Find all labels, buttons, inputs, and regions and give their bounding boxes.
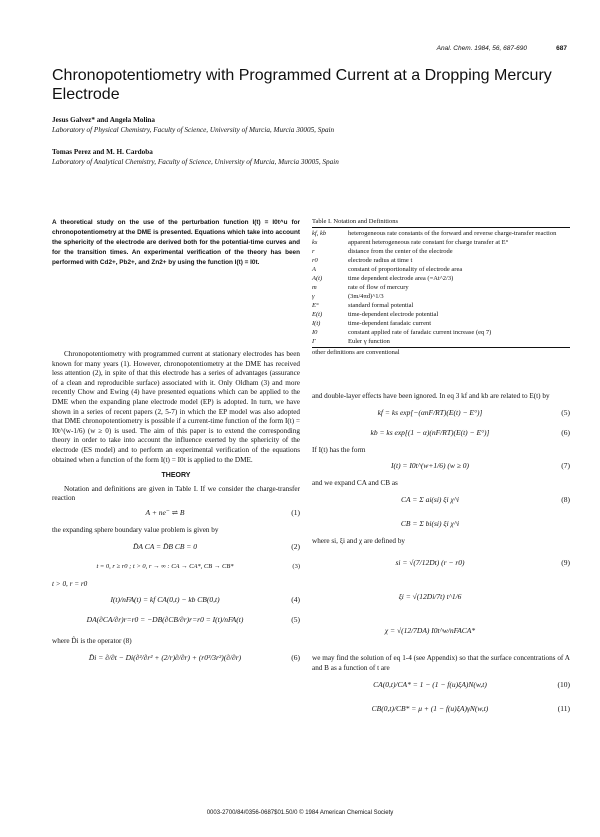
- table-row: [312, 292, 570, 301]
- equation-4: I(t)/nFA(t) = kf CA(0,t) − kb CB(0,t) (4): [110, 595, 300, 605]
- page-number: 687: [556, 45, 567, 52]
- table-definition: rate of flow of mercury: [348, 284, 409, 291]
- table-row: [312, 274, 570, 283]
- table-symbol: γ: [312, 293, 315, 300]
- author-block-2: [52, 147, 339, 167]
- table-row: [312, 301, 570, 310]
- table-symbol: A: [312, 266, 316, 273]
- abstract: A theoretical study on the use of the perturbation function I(t) = I0t^u for chronopotentiometry at the DME is presented. Equations which take into account the sphericity of the electrode are derived both for the potential-time curves and for the transition times. An experimental verification of the theory has been performed with Cd2+, Pb2+, and Zn2+ by using the function I(t) = I0t.: [52, 219, 300, 266]
- table-row: [312, 283, 570, 292]
- right-text-1: and double-layer effects have been ignored. In eq 3 kf and kb are related to E(t) by: [312, 392, 550, 400]
- equation-5b: kf = ks exp[−(αnF/RT)(E(t) − E°)] (5): [377, 407, 570, 417]
- equation-5: DA(∂CA/∂r)r=r0 = −DB(∂CB/∂r)r=r0 = I(t)/nFA(t) (5): [86, 615, 300, 625]
- equation-8b: CB = Σ bi(si) ξi χ^i: [400, 518, 460, 528]
- table-row: [312, 319, 570, 328]
- right-text-2: If I(t) has the form: [312, 445, 366, 454]
- table-caption: Table I. Notation and Definitions: [312, 217, 570, 228]
- author-names: Jesus Galvez* and Angela Molina: [52, 116, 156, 124]
- theory-paragraph: Notation and definitions are given in Table I. If we consider the charge-transfer reaction: [52, 484, 300, 503]
- table-definition: time dependent electrode area (=At^2/3): [348, 275, 454, 282]
- equation-7: I(t) = I0t^(w+1/6) (w ≥ 0) (7): [390, 461, 570, 471]
- bvp-text: the expanding sphere boundary value problem is given by: [52, 525, 219, 534]
- author-block-1: [52, 115, 334, 135]
- table-definition: time-dependent electrode potential: [348, 311, 439, 318]
- equation-6b: kb = ks exp[(1 − α)(nF/RT)(E(t) − E°)] (6): [370, 427, 570, 437]
- table-notation: [312, 217, 570, 357]
- table-symbol: m: [312, 284, 317, 291]
- table-symbol: I0: [312, 329, 318, 336]
- equation-2: D̂A CA = D̂B CB = 0 (2): [132, 541, 300, 551]
- author-names: Tomas Perez and M. H. Cardoba: [52, 148, 153, 156]
- left-column: [52, 350, 300, 671]
- table-row: [312, 328, 570, 337]
- author-affiliation: Laboratory of Physical Chemistry, Faculty of Science, University of Murcia, Murcia 30005, Spain: [52, 126, 335, 134]
- section-heading-theory: THEORY: [161, 472, 191, 480]
- table-definition: constant of proportionality of electrode area: [348, 266, 463, 273]
- equation-6: D̂i = ∂/∂t − Di(∂²/∂r² + (2/r)∂/∂r) + (r0³/3r²)(∂/∂r) (6): [88, 652, 300, 662]
- boundary-condition: t > 0, r = r0: [52, 579, 88, 588]
- table-row: [312, 310, 570, 319]
- operator-text: where D̂i is the operator (8): [52, 637, 132, 646]
- table-definition: distance from the center of the electrode: [348, 248, 453, 255]
- table-symbol: E(t): [312, 311, 323, 318]
- copyright-footer: 0003-2700/84/0356-0687$01.50/0 © 1984 American Chemical Society: [206, 810, 394, 816]
- table-definition: (3m/4πd)^1/3: [348, 293, 384, 300]
- journal-citation: Anal. Chem. 1984, 56, 687-690: [436, 45, 527, 52]
- equation-9b: ξi = √(12Di/7t) t^1/6: [398, 592, 462, 602]
- table-row: [312, 265, 570, 274]
- table-definition: electrode radius at time t: [348, 257, 413, 264]
- table-symbol: r0: [312, 257, 318, 264]
- equation-9c: χ = √(12/7DA) I0t^w/nFACA*: [384, 626, 476, 636]
- table-definition: standard formal potential: [348, 302, 414, 309]
- right-text-5: we may find the solution of eq 1-4 (see Appendix) so that the surface concentrations of A and B as a function of t are: [312, 654, 570, 672]
- table-symbol: ks: [312, 239, 318, 246]
- table-symbol: kf, kb: [312, 230, 327, 237]
- equation-3: t = 0, r ≥ r0 ; t > 0, r → ∞ : CA → CA*, CB → CB* (3): [96, 562, 300, 570]
- table-definition: heterogeneous rate constants of the forward and reverse charge-transfer reaction: [348, 230, 557, 237]
- table-symbol: I(t): [312, 320, 321, 327]
- table-footnote: other definitions are conventional: [312, 347, 570, 357]
- intro-paragraph: Chronopotentiometry with programmed current at stationary electrodes has been known for many years (1). However, chronopotentiometry at the DME has received less attention (2), in spite of that this electrode has a series of advantages (assurance of a clean and reproducible surface) associated with it. Only Oldham (3) and more recently Chow and Ewing (4) have presented equations which can be applied to the DME when the expanding plane electrode model (EP) is adopted. In turn, we have shown in a series of recent papers (2, 5-7) in which the EP model was also adopted that DME chronopotentiometry is possible if a current-time function of the form I(t) = I0t^(w-1/6) (w ≥ 0) is used. The aim of this paper is to extend the corresponding theory in order to take into account the influence exerted by the sphericity of the electrode (ES model) and to perform an experimental verification of the equations obtained when a function of the form I(t) = I0t is applied to the DME.: [52, 350, 300, 464]
- equation-1: A + ne⁻ ⇌ B (1): [145, 507, 300, 517]
- equation-10: CA(0,t)/CA* = 1 − (1 − f(u)ξA)N(w,t) (10): [373, 679, 570, 689]
- table-row: [312, 337, 570, 346]
- table-row: [312, 238, 570, 247]
- equation-11: CB(0,t)/CB* = μ + (1 − f(u)ξA)γN(w,t) (11): [371, 703, 570, 713]
- table-definition: constant applied rate of faradaic current increase (eq 7): [348, 329, 492, 336]
- table-row: [312, 247, 570, 256]
- equation-8: CA = Σ ai(si) ξi χ^i (8): [400, 494, 570, 504]
- table-definition: apparent heterogeneous rate constant for charge transfer at E°: [348, 239, 509, 246]
- paper-title: Chronopotentiometry with Programmed Current at a Dropping Mercury Electrode: [52, 67, 552, 103]
- right-text-4: where si, ξi and χ are defined by: [312, 536, 406, 545]
- table-symbol: Γ: [312, 338, 316, 345]
- table-row: [312, 256, 570, 265]
- table-definition: Euler γ function: [348, 338, 390, 345]
- table-row: [312, 229, 570, 238]
- running-header: [436, 45, 567, 52]
- author-affiliation: Laboratory of Analytical Chemistry, Faculty of Science, University of Murcia, Murcia 30005, Spain: [52, 158, 339, 166]
- table-definition: time-dependent faradaic current: [348, 320, 432, 327]
- table-symbol: A(t): [312, 275, 323, 282]
- table-body: [312, 229, 570, 346]
- right-column: [312, 390, 570, 724]
- table-symbol: E°: [312, 302, 319, 309]
- right-text-3: and we expand CA and CB as: [312, 479, 398, 488]
- equation-9: si = √(7/12Dt) (r − r0) (9): [395, 558, 570, 568]
- table-symbol: r: [312, 248, 315, 255]
